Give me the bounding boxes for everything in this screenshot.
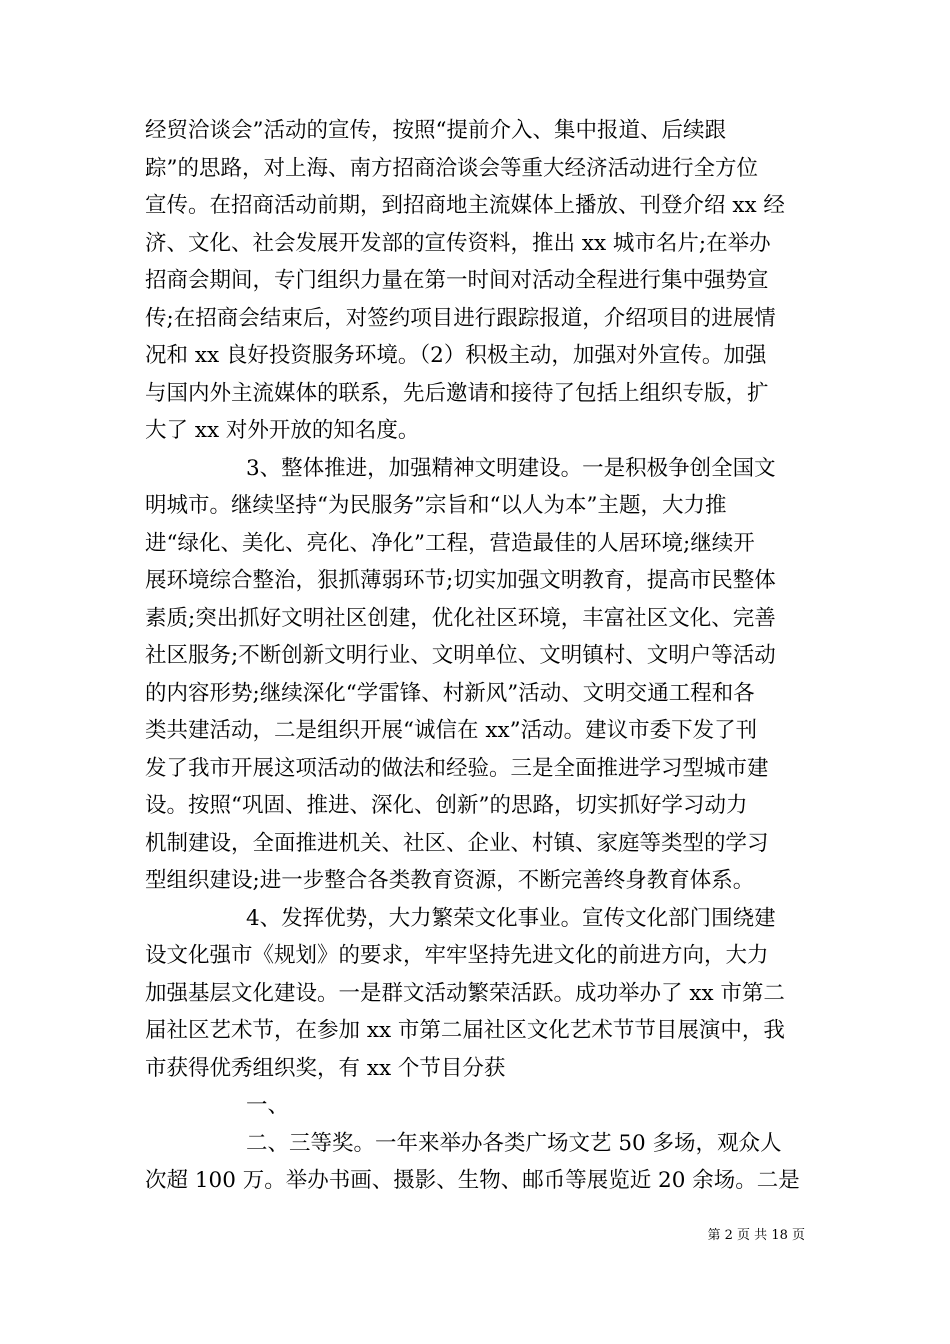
text-line: 机制建设，全面推进机关、社区、企业、村镇、家庭等类型的学习 [145, 830, 769, 856]
paragraph-awards-start: 二、三等奖。一年来举办各类广场文艺 50 多场，观众人 [246, 1130, 782, 1156]
text-line: 届社区艺术节，在参加 xx 市第二届社区文化艺术节节目展演中，我 [145, 1018, 785, 1043]
body-text [145, 112, 807, 1200]
text-line: 加强基层文化建设。一是群文活动繁荣活跃。成功举办了 xx 市第二 [145, 980, 785, 1006]
text-line: 次超 100 万。举办书画、摄影、生物、邮币等展览近 20 余场。二是 [145, 1168, 800, 1193]
text-line: 传;在招商会结束后，对签约项目进行跟踪报道，介绍项目的进展情 [145, 305, 776, 331]
text-line: 经贸洽谈会”活动的宣传，按照“提前介入、集中报道、后续跟 [145, 118, 726, 143]
text-line: 市获得优秀组织奖，有 xx 个节目分获 [145, 1055, 506, 1081]
text-line: 的内容形势;继续深化“学雷锋、村新风”活动、文明交通工程和各 [145, 680, 755, 706]
text-line: 进“绿化、美化、亮化、净化”工程，营造最佳的人居环境;继续开 [145, 530, 755, 556]
text-line: 况和 xx 良好投资服务环境。（2）积极主动，加强对外宣传。加强 [145, 343, 767, 368]
text-line: 踪”的思路，对上海、南方招商洽谈会等重大经济活动进行全方位 [145, 155, 758, 181]
text-line: 与国内外主流媒体的联系，先后邀请和接待了包括上组织专版，扩 [145, 380, 769, 406]
text-line: 设文化强市《规划》的要求，牢牢坚持先进文化的前进方向，大力 [145, 943, 769, 968]
text-line: 类共建活动，二是组织开展“诚信在 xx”活动。建议市委下发了刊 [145, 718, 758, 743]
text-line: 明城市。继续坚持“为民服务”宗旨和“以人为本”主题，大力推 [145, 493, 727, 518]
text-line: 素质;突出抓好文明社区创建，优化社区环境，丰富社区文化、完善 [145, 605, 776, 631]
page-number-footer: 第 2 页 共 18 页 [707, 1228, 805, 1243]
text-line: 大了 xx 对外开放的知名度。 [145, 418, 420, 443]
text-line: 社区服务;不断创新文明行业、文明单位、文明镇村、文明户等活动 [145, 643, 776, 668]
list-marker-one: 一、 [246, 1093, 290, 1118]
text-line: 济、文化、社会发展开发部的宣传资料，推出 xx 城市名片;在举办 [145, 230, 771, 256]
text-line: 展环境综合整治，狠抓薄弱环节;切实加强文明教育，提高市民整体 [145, 568, 776, 593]
text-line: 型组织建设;进一步整合各类教育资源，不断完善终身教育体系。 [145, 868, 755, 893]
text-line: 宣传。在招商活动前期，到招商地主流媒体上播放、刊登介绍 xx 经 [145, 193, 785, 218]
text-line: 招商会期间，专门组织力量在第一时间对活动全程进行集中强势宣 [145, 268, 769, 293]
paragraph-4-start: 4、发挥优势，大力繁荣文化事业。宣传文化部门围绕建 [246, 905, 776, 931]
paragraph-3-start: 3、整体推进，加强精神文明建设。一是积极争创全国文 [246, 455, 776, 481]
text-line: 发了我市开展这项活动的做法和经验。三是全面推进学习型城市建 [145, 755, 769, 781]
text-line: 设。按照“巩固、推进、深化、创新”的思路，切实抓好学习动力 [145, 793, 748, 818]
